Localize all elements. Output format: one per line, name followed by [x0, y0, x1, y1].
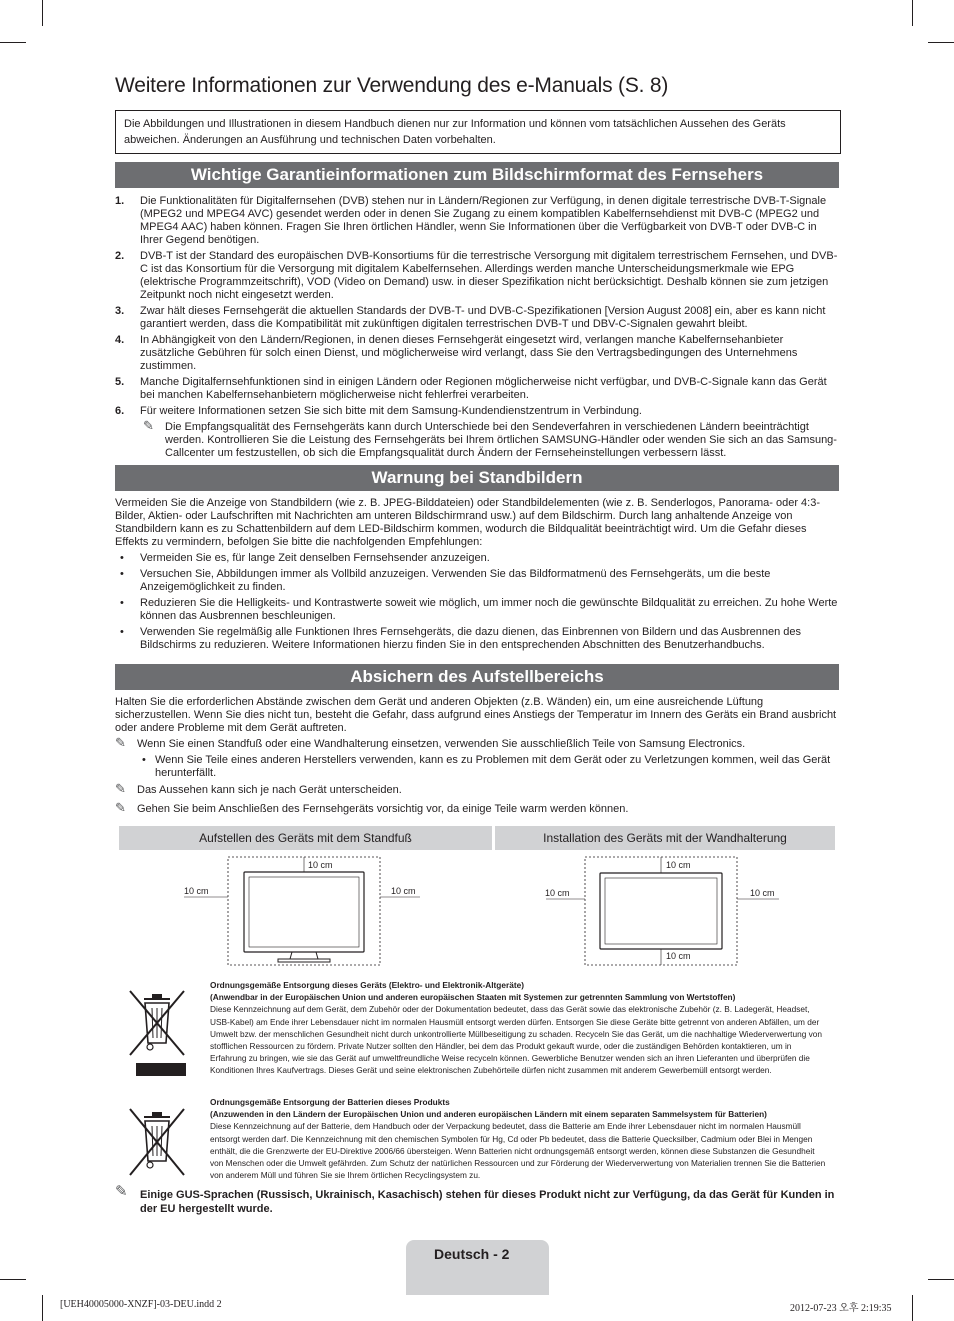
page-title: Weitere Informationen zur Verwendung des e-Manuals (S. 8) [115, 74, 669, 97]
memo-pen-icon: ✎ [115, 781, 126, 796]
list-item: 4. In Abhängigkeit von den Ländern/Regionen, in denen dieses Fernsehgerät eingesetzt wird, verlangen manche Kabelfernsehanbieter zusätzliche Gebühren für solch einen Dienst, und möglicherweise wird verlangt, dass Sie den Vertragsbedingungen des Unternehmens zustimmen. [115, 334, 798, 372]
stills-intro: Vermeiden Sie die Anzeige von Standbildern (wie z. B. JPEG-Bilddateien) oder Standbildelementen (wie z. B. Senderlogos, Panorama- oder 4:3-Bilder, Aktien- oder Laufschriften mit Nachrichten am unteren Bildschirmrand usw.) auf dem Bildschirm. Durch lang anhaltende Anzeige von Standbildern kann es zu Schattenbildern auf dem LED-Bildschirm kommen, wodurch die Bildqualität beeinträchtigt wird. Um die Gefahr dieses Effekts zu vermindern, befolgen Sie bitte die nachfolgenden Empfehlungen: [115, 497, 821, 548]
language-note: ✎ Einige GUS-Sprachen (Russisch, Ukrainisch, Kasachisch) stehen für dieses Produkt nicht zur Verfügung, da das Gerät für Kunden in der EU hergestellt wurde. [115, 1183, 835, 1215]
list-item: 2. DVB-T ist der Standard des europäischen DVB-Konsortiums für die terrestrische Versorgung mit digitalem terrestrischem Fernsehen, und DVB-C ist das Konsortium für die Versorgung mit digitalem Kabelfernsehen. Allerdings werden manche Unterscheidungsmerkmale wie EPG (elektrische Programmzeitschrift), VOD (Video on Demand) usw. in dieser Spezifikation nicht berücksichtigt. Deshalb können sie zum jetzigen Zeitpunkt noch nicht eingesetzt werden. [115, 250, 838, 301]
notice-box: Die Abbildungen und Illustrationen in diesem Handbuch dienen nur zur Information und können vom tatsächlichen Aussehen des Geräts abweichen. Änderungen an Ausführung und technischen Daten vorbehalten. [115, 110, 841, 154]
stills-section [115, 497, 839, 652]
distance-label-left: 10 cm [184, 886, 209, 896]
distance-label-left: 10 cm [545, 888, 570, 898]
footer-datetime: 2012-07-23 오후 2:19:35 [790, 1303, 892, 1314]
section-heading-warranty: Wichtige Garantieinformationen zum Bildschirmformat des Fernsehers [115, 162, 839, 188]
memo-pen-icon: ✎ [115, 800, 126, 815]
distance-label-bottom: 10 cm [666, 951, 691, 961]
tv-on-wall-illustration [544, 855, 784, 967]
list-item: • Verwenden Sie regelmäßig alle Funktionen Ihres Fernsehgeräts, die dazu dienen, das Einbrennen von Bildern und das Ausbrennen des Bildschirms zu reduzieren. Weitere Informationen hierzu finden Sie in den entsprechenden Abschnitten des Benutzerhandbuchs. [120, 626, 802, 651]
distance-label-right: 10 cm [750, 888, 775, 898]
warranty-memo: ✎ Die Empfangsqualität des Fernsehgeräts kann durch Unterschiede bei den Sendeverfahren in verschiedenen Ländern beeinträchtigt werden. Kontrollieren Sie die Leistung des Fernsehgeräts bei Ihrem örtlichen SAMSUNG-Händler oder wenden Sie sich an das Samsung-Callcenter um festzustellen, ob sich die Empfangsqualität durch Ändern der Fernseheinstellungen verbessern lässt. [143, 418, 837, 459]
distance-label-right: 10 cm [391, 886, 416, 896]
install-intro: Halten Sie die erforderlichen Abstände zwischen dem Gerät und anderen Objekten (z.B. Wänden) ein, um eine ausreichende Lüftung sicherzustellen. Wenn Sie dies nicht tun, besteht die Gefahr, dass aufgrund eines Anstiegs der Temperatur im Innern des Geräts ein Brand ausbricht oder andere Probleme mit dem Gerät auftreten. [115, 696, 837, 734]
section-heading-install: Absichern des Aufstellbereichs [115, 664, 839, 690]
install-section [115, 696, 839, 816]
tv-on-stand-illustration [180, 855, 430, 967]
install-memo: ✎ Das Aussehen kann sich je nach Gerät unterscheiden. [115, 781, 402, 796]
list-item: • Versuchen Sie, Abbildungen immer als Vollbild anzuzeigen. Verwenden Sie das Bildformatmenü des Fernsehgeräts, um die beste Anzeigemöglichkeit zu finden. [120, 568, 771, 593]
distance-label-top: 10 cm [666, 860, 691, 870]
memo-pen-icon: ✎ [143, 418, 154, 433]
install-memo: ✎ Wenn Sie einen Standfuß oder eine Wandhalterung einsetzen, verwenden Sie ausschließlich Teile von Samsung Electronics. [115, 735, 746, 750]
distance-label-top: 10 cm [308, 860, 333, 870]
list-item: • Wenn Sie Teile eines anderen Herstellers verwenden, kann es zu Problemen mit dem Gerät oder zu Verletzungen kommen, weil das Gerät herunterfällt. [142, 754, 831, 779]
list-item: 5. Manche Digitalfernsehfunktionen sind in einigen Ländern oder Regionen möglicherweise nicht verfügbar, und DVB-C-Signale kann das Gerät bei manchen Kabelfernsehanbietern möglicherweise nicht fehlerfrei verarbeiten. [115, 376, 827, 401]
memo-pen-icon: ✎ [115, 1183, 128, 1200]
list-item: • Vermeiden Sie es, für lange Zeit denselben Fernsehsender anzuzeigen. [120, 552, 490, 564]
column-header-stand: Aufstellen des Geräts mit dem Standfuß [119, 826, 492, 850]
memo-pen-icon: ✎ [115, 735, 126, 750]
footer-filename: [UEH40005000-XNZF]-03-DEU.indd 2 [60, 1299, 222, 1310]
crossed-bin-icon [126, 985, 188, 1077]
battery-disposal-text: Ordnungsgemäße Entsorgung der Batterien dieses Produkts (Anzuwenden in den Ländern der Europäischen Union und anderen europäischen Ländern mit einem separaten Sammelsystem für Batterien) Diese Kennzeichnung auf der Batterie, dem Handbuch oder der Verpackung bedeutet, dass die Batterie am Ende ihrer Lebensdauer nicht im normalen Hausmüll entsorgt werden darf. Die Kennzeichnung mit den chemischen Symbolen für Hg, Cd oder Pb bedeutet, dass die Batterie Quecksilber, Cadmium oder Blei in Mengen enthält, die die Grenzwerte der EU-Direktive 2006/66 übersteigen. Wenn Batterien nicht ordnungsgemäß entsorgt werden, können diese Substanzen die Gesundheit von Menschen oder die Umwelt gefährden. Zum Schutz der natürlichen Ressourcen und zur Förderung der Wiederverwertung von Materialien trennen Sie die Batterien von anderem Müll und führen Sie sie Ihrem örtlichen Recyclingsystem zu. [210, 1097, 826, 1181]
install-memo: ✎ Gehen Sie beim Anschließen des Fernsehgeräts vorsichtig vor, da einige Teile warm werden können. [115, 800, 629, 815]
stand-clearance-diagram [180, 855, 430, 967]
crossed-bin-icon [126, 1103, 188, 1183]
list-item: • Reduzieren Sie die Helligkeits- und Kontrastwerte soweit wie möglich, um immer noch die gewünschte Bildqualität zu erreichen. Zu hohe Werte können das Ausbrennen beschleunigen. [120, 597, 838, 622]
page-number-tab: Deutsch - 2 [406, 1240, 549, 1295]
section-heading-stills: Warnung bei Standbildern [115, 465, 839, 491]
column-header-wall: Installation des Geräts mit der Wandhalterung [495, 826, 835, 850]
wall-clearance-diagram [544, 855, 784, 967]
list-item: 6. Für weitere Informationen setzen Sie sich bitte mit dem Samsung-Kundendienstzentrum in Verbindung. [115, 405, 642, 417]
list-item: 3. Zwar hält dieses Fernsehgerät die aktuellen Standards der DVB-T- und DVB-C-Spezifikationen [Version August 2008] ein, aber es kann nicht garantiert werden, dass die Kompatibilität mit zukünftigen digitalen terrestrischen DVB-T und DBV-C-Signalen gewahrt bleibt. [115, 305, 826, 330]
list-item: 1. Die Funktionalitäten für Digitalfernsehen (DVB) stehen nur in Ländern/Regionen zur Verfügung, in denen digitale terrestrische DVB-T-Signale (MPEG2 und MPEG4 AVC) gesendet werden oder in denen Sie Zugang zu einem kompatiblen Kabelfernsehdienst mit DVB-C (MPEG2 und MPEG4 AAC) haben können. Fragen Sie Ihren örtlichen Händler, wenn Sie Informationen über die Verfügbarkeit von DVB-T oder DVB-C in Ihrer Gegend benötigen. [115, 195, 827, 246]
weee-disposal-text: Ordnungsgemäße Entsorgung dieses Geräts (Elektro- und Elektronik-Altgeräte) (Anwendbar in der Europäischen Union und anderen europäischen Staaten mit Systemen zur getrennten Sammlung von Wertstoffen) Diese Kennzeichnung auf dem Gerät, dem Zubehör oder der Dokumentation bedeutet, dass das Gerät sowie das elektronische Zubehör (z. B. Ladegerät, Headset, USB-Kabel) am Ende ihrer Lebensdauer nicht im normalen Hausmüll entsorgt werden dürfen. Entsorgen Sie diese Geräte bitte getrennt von anderen Abfällen, um der Umwelt bzw. der menschlichen Gesundheit nicht durch unkontrollierte Müllbeseitigung zu schaden. Recyceln Sie das Gerät, um die nachhaltige Wiederverwertung von stofflichen Ressourcen zu fördern. Private Nutzer sollten den Händler, bei dem das Produkt gekauft wurde, oder die zuständigen Behörden kontaktieren, um in Erfahrung zu bringen, wie sie das Gerät auf umweltfreundliche Weise recyceln können. Gewerbliche Benutzer wenden sich an ihren Lieferanten und überprüfen die Konditionen Ihres Kaufvertrags. Dieses Gerät und seine elektronischen Zubehörteile dürfen nicht zusammen mit anderem Gewerbemüll entsorgt werden. [210, 980, 822, 1076]
warranty-list [115, 195, 839, 460]
